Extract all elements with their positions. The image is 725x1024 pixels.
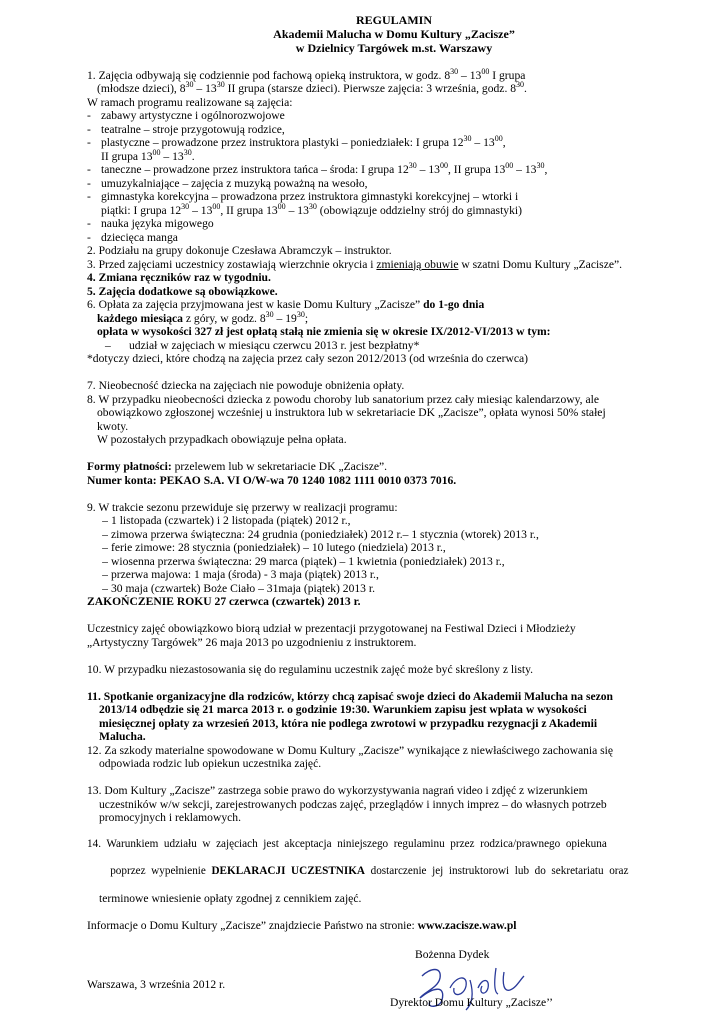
festival-text: Uczestnicy zajęć obowiązkowo biorą udział w prezentacji przygotowanej na Festiwal Dzieci i Młodzieży bbox=[87, 622, 576, 635]
footnote: *dotyczy dzieci, które chodzą na zajęcia przez cały sezon 2012/2013 (od września do czerwca) bbox=[87, 352, 528, 365]
document-page bbox=[87, 13, 661, 933]
paragraph-6-cont: każdego miesiąca z góry, w godz. $8^{30} - 19^{30}$; bbox=[97, 309, 309, 325]
paragraph-11-cont: miesięcznej opłaty za wrzesień 2013, która nie podlega zwrotowi w przypadku rezygnacji z Akademii bbox=[99, 716, 598, 730]
list-item-cont: II grupa $13^{00} - 13^{30}$. bbox=[101, 147, 195, 163]
list-item: - plastyczne – prowadzone przez instruktora plastyki – poniedziałek: I grupa $12^{30} - 13^{00}$, bbox=[87, 134, 506, 149]
list-item: – ferie zimowe: 28 stycznia (poniedziałek) – 10 lutego (niedziela) 2013 r., bbox=[102, 541, 446, 554]
program-intro: W ramach programu realizowane są zajęcia: bbox=[87, 95, 293, 109]
paragraph-13-cont: uczestników w/w sekcji, zarejestrowanych podczas zajęć, przeglądów i innych imprez – do własnych potrzeb bbox=[99, 797, 607, 811]
paragraph-4: 4. Zmiana ręczników raz w tygodniu. bbox=[87, 271, 271, 284]
account-number: Numer konta: PEKAO S.A. VI O/W-wa 70 1240 1082 1111 0010 0373 7016. bbox=[87, 473, 457, 487]
paragraph-10: 10. W przypadku niezastosowania się do regulaminu uczestnik zajęć może być skreślony z listy. bbox=[87, 662, 534, 676]
paragraph-13-cont: promocyjnych i reklamowych. bbox=[99, 811, 241, 824]
paragraph-9: 9. W trakcie sezonu przewiduje się przerwy w realizacji programu: bbox=[87, 500, 398, 514]
paragraph-12-cont: odpowiada rodzic lub opiekun uczestnika zajęć. bbox=[99, 757, 322, 770]
list-item: - teatralne – stroje przygotowują rodzice, bbox=[87, 122, 285, 136]
paragraph-7: 7. Nieobecność dziecka na zajęciach nie powoduje obniżenia opłaty. bbox=[87, 379, 405, 392]
payment-forms: Formy płatności: przelewem lub w sekretariacie DK „Zacisze”. bbox=[87, 460, 388, 473]
festival-text-cont: „Artystyczny Targówek” 26 maja 2013 po uzgodnieniu z instruktorem. bbox=[87, 635, 417, 649]
paragraph-8-cont: obowiązkowo zgłoszonej wcześniej u instruktora lub w sekretariacie DK „Zacisze”, opłata wynosi 50% stałej bbox=[97, 406, 606, 419]
paragraph-8-cont: kwoty. bbox=[97, 419, 129, 433]
paragraph-11-cont: Malucha. bbox=[99, 730, 146, 743]
website-link[interactable]: www.zacisze.waw.pl bbox=[417, 919, 517, 932]
paragraph-6: 6. Opłata za zajęcia przyjmowana jest w kasie Domu Kultury „Zacisze” do 1-go dnia bbox=[87, 298, 485, 311]
june-free-note: – udział w zajęciach w miesiącu czerwcu 2013 r. jest bezpłatny* bbox=[105, 338, 420, 352]
list-item: – wiosenna przerwa świąteczna: 29 marca (piątek) – 1 kwietnia (poniedziałek) 2013 r., bbox=[102, 554, 505, 568]
paragraph-8: 8. W przypadku nieobecności dziecka z powodu choroby lub sanatorium przez cały miesiąc kalendarzowy, ale bbox=[87, 392, 599, 406]
paragraph-1: 1. Zajęcia odbywają się codziennie pod fachową opieką instruktora, w godz. $8^{30} - 13^{00}$ I grupa bbox=[87, 66, 526, 82]
paragraph-12: 12. Za szkody materialne spowodowane w Domu Kultury „Zacisze” wynikające z niewłaściwego zachowania się bbox=[87, 743, 614, 757]
paragraph-13: 13. Dom Kultury „Zacisze” zastrzega sobie prawo do wykorzystywania nagrań video i zdjęć z wizerunkiem bbox=[87, 784, 588, 797]
document-title bbox=[127, 13, 661, 55]
activities-list bbox=[87, 109, 661, 244]
list-item: - nauka języka migowego bbox=[87, 217, 214, 230]
paragraph-1-cont: (młodsze dzieci), $8^{30} - 13^{30}$ II grupa (starsze dzieci). Pierwsze zajęcia: 3 września, godz. $8^{30}$. bbox=[97, 80, 527, 95]
paragraph-8-cont: W pozostałych przypadkach obowiązuje pełna opłata. bbox=[97, 433, 347, 446]
paragraph-11: 11. Spotkanie organizacyjne dla rodziców, którzy chcą zapisać swoje dzieci do Akademii Malucha na sezon bbox=[87, 689, 613, 703]
paragraph-11-cont: 2013/14 odbędzie się 21 marca 2013 r. o godzinie 19:30. Warunkiem zapisu jest wpłata w wysokości bbox=[99, 703, 587, 716]
paragraph-14-cont: terminowe wniesienie opłaty zgodnej z cennikiem zajęć. bbox=[99, 892, 362, 905]
title-line-1: REGULAMIN bbox=[355, 13, 432, 27]
place-date: Warszawa, 3 września 2012 r. bbox=[87, 978, 226, 991]
list-item: – zimowa przerwa świąteczna: 24 grudnia (poniedziałek) 2012 r.– 1 stycznia (wtorek) 2013 r., bbox=[102, 527, 539, 541]
breaks-list bbox=[87, 514, 661, 595]
list-item: - umuzykalniające – zajęcia z muzyką poważną na wesoło, bbox=[87, 176, 368, 190]
paragraph-2: 2. Podziału na grupy dokonuje Czesława Abramczyk – instruktor. bbox=[87, 244, 392, 257]
list-item: – przerwa majowa: 1 maja (środa) - 3 maja (piątek) 2013 r., bbox=[102, 568, 379, 581]
list-item: – 30 maja (czwartek) Boże Ciało – 31maja (piątek) 2013 r. bbox=[102, 581, 375, 595]
director-title: Dyrektor Domu Kultury „Zacisze’’ bbox=[390, 996, 554, 1009]
list-item: - taneczne – prowadzone przez instruktora tańca – środa: I grupa $12^{30} - 13^{00}$, II grupa $13^{00} - 13^{30}$, bbox=[87, 161, 548, 176]
paragraph-14: 14. Warunkiem udziału w zajęciach jest akceptacja niniejszego regulaminu przez rodzica/prawnego opiekuna bbox=[87, 838, 607, 850]
list-item: - zabawy artystyczne i ogólnorozwojowe bbox=[87, 109, 285, 122]
title-line-2: Akademii Malucha w Domu Kultury „Zacisze” bbox=[273, 27, 515, 41]
title-line-3: w Dzielnicy Targówek m.st. Warszawy bbox=[295, 41, 493, 55]
list-item: – 1 listopada (czwartek) i 2 listopada (piątek) 2012 r., bbox=[102, 514, 351, 527]
fee-amount: opłata w wysokości 327 zł jest opłatą stałą nie zmienia się w okresie IX/2012-VI/2013 w tym: bbox=[97, 325, 551, 338]
paragraph-5: 5. Zajęcia dodatkowe są obowiązkowe. bbox=[87, 284, 278, 298]
paragraph-14-cont: poprzez wypełnienie DEKLARACJI UCZESTNIKA dostarczenie jej instruktorowi lub do sekretariatu oraz bbox=[110, 865, 629, 877]
signer-name: Bożenna Dydek bbox=[415, 948, 490, 961]
list-item: - gimnastyka korekcyjna – prowadzona przez instruktora gimnastyki korekcyjnej – wtorki i bbox=[87, 190, 519, 203]
list-item-cont: piątki: I grupa $12^{30} - 13^{00}$, II grupa $13^{00} - 13^{30}$ (obowiązuje oddzielny strój do gimnastyki) bbox=[101, 201, 522, 217]
paragraph-3: 3. Przed zajęciami uczestnicy zostawiają wierzchnie okrycia i zmieniają obuwie w szatni Domu Kultury „Zacisze”. bbox=[87, 257, 623, 271]
year-end: ZAKOŃCZENIE ROKU 27 czerwca (czwartek) 2013 r. bbox=[87, 595, 361, 608]
info-line: Informacje o Domu Kultury „Zacisze” znajdziecie Państwo na stronie: www.zacisze.waw.pl bbox=[87, 919, 517, 932]
list-item: - dziecięca manga bbox=[87, 230, 178, 244]
